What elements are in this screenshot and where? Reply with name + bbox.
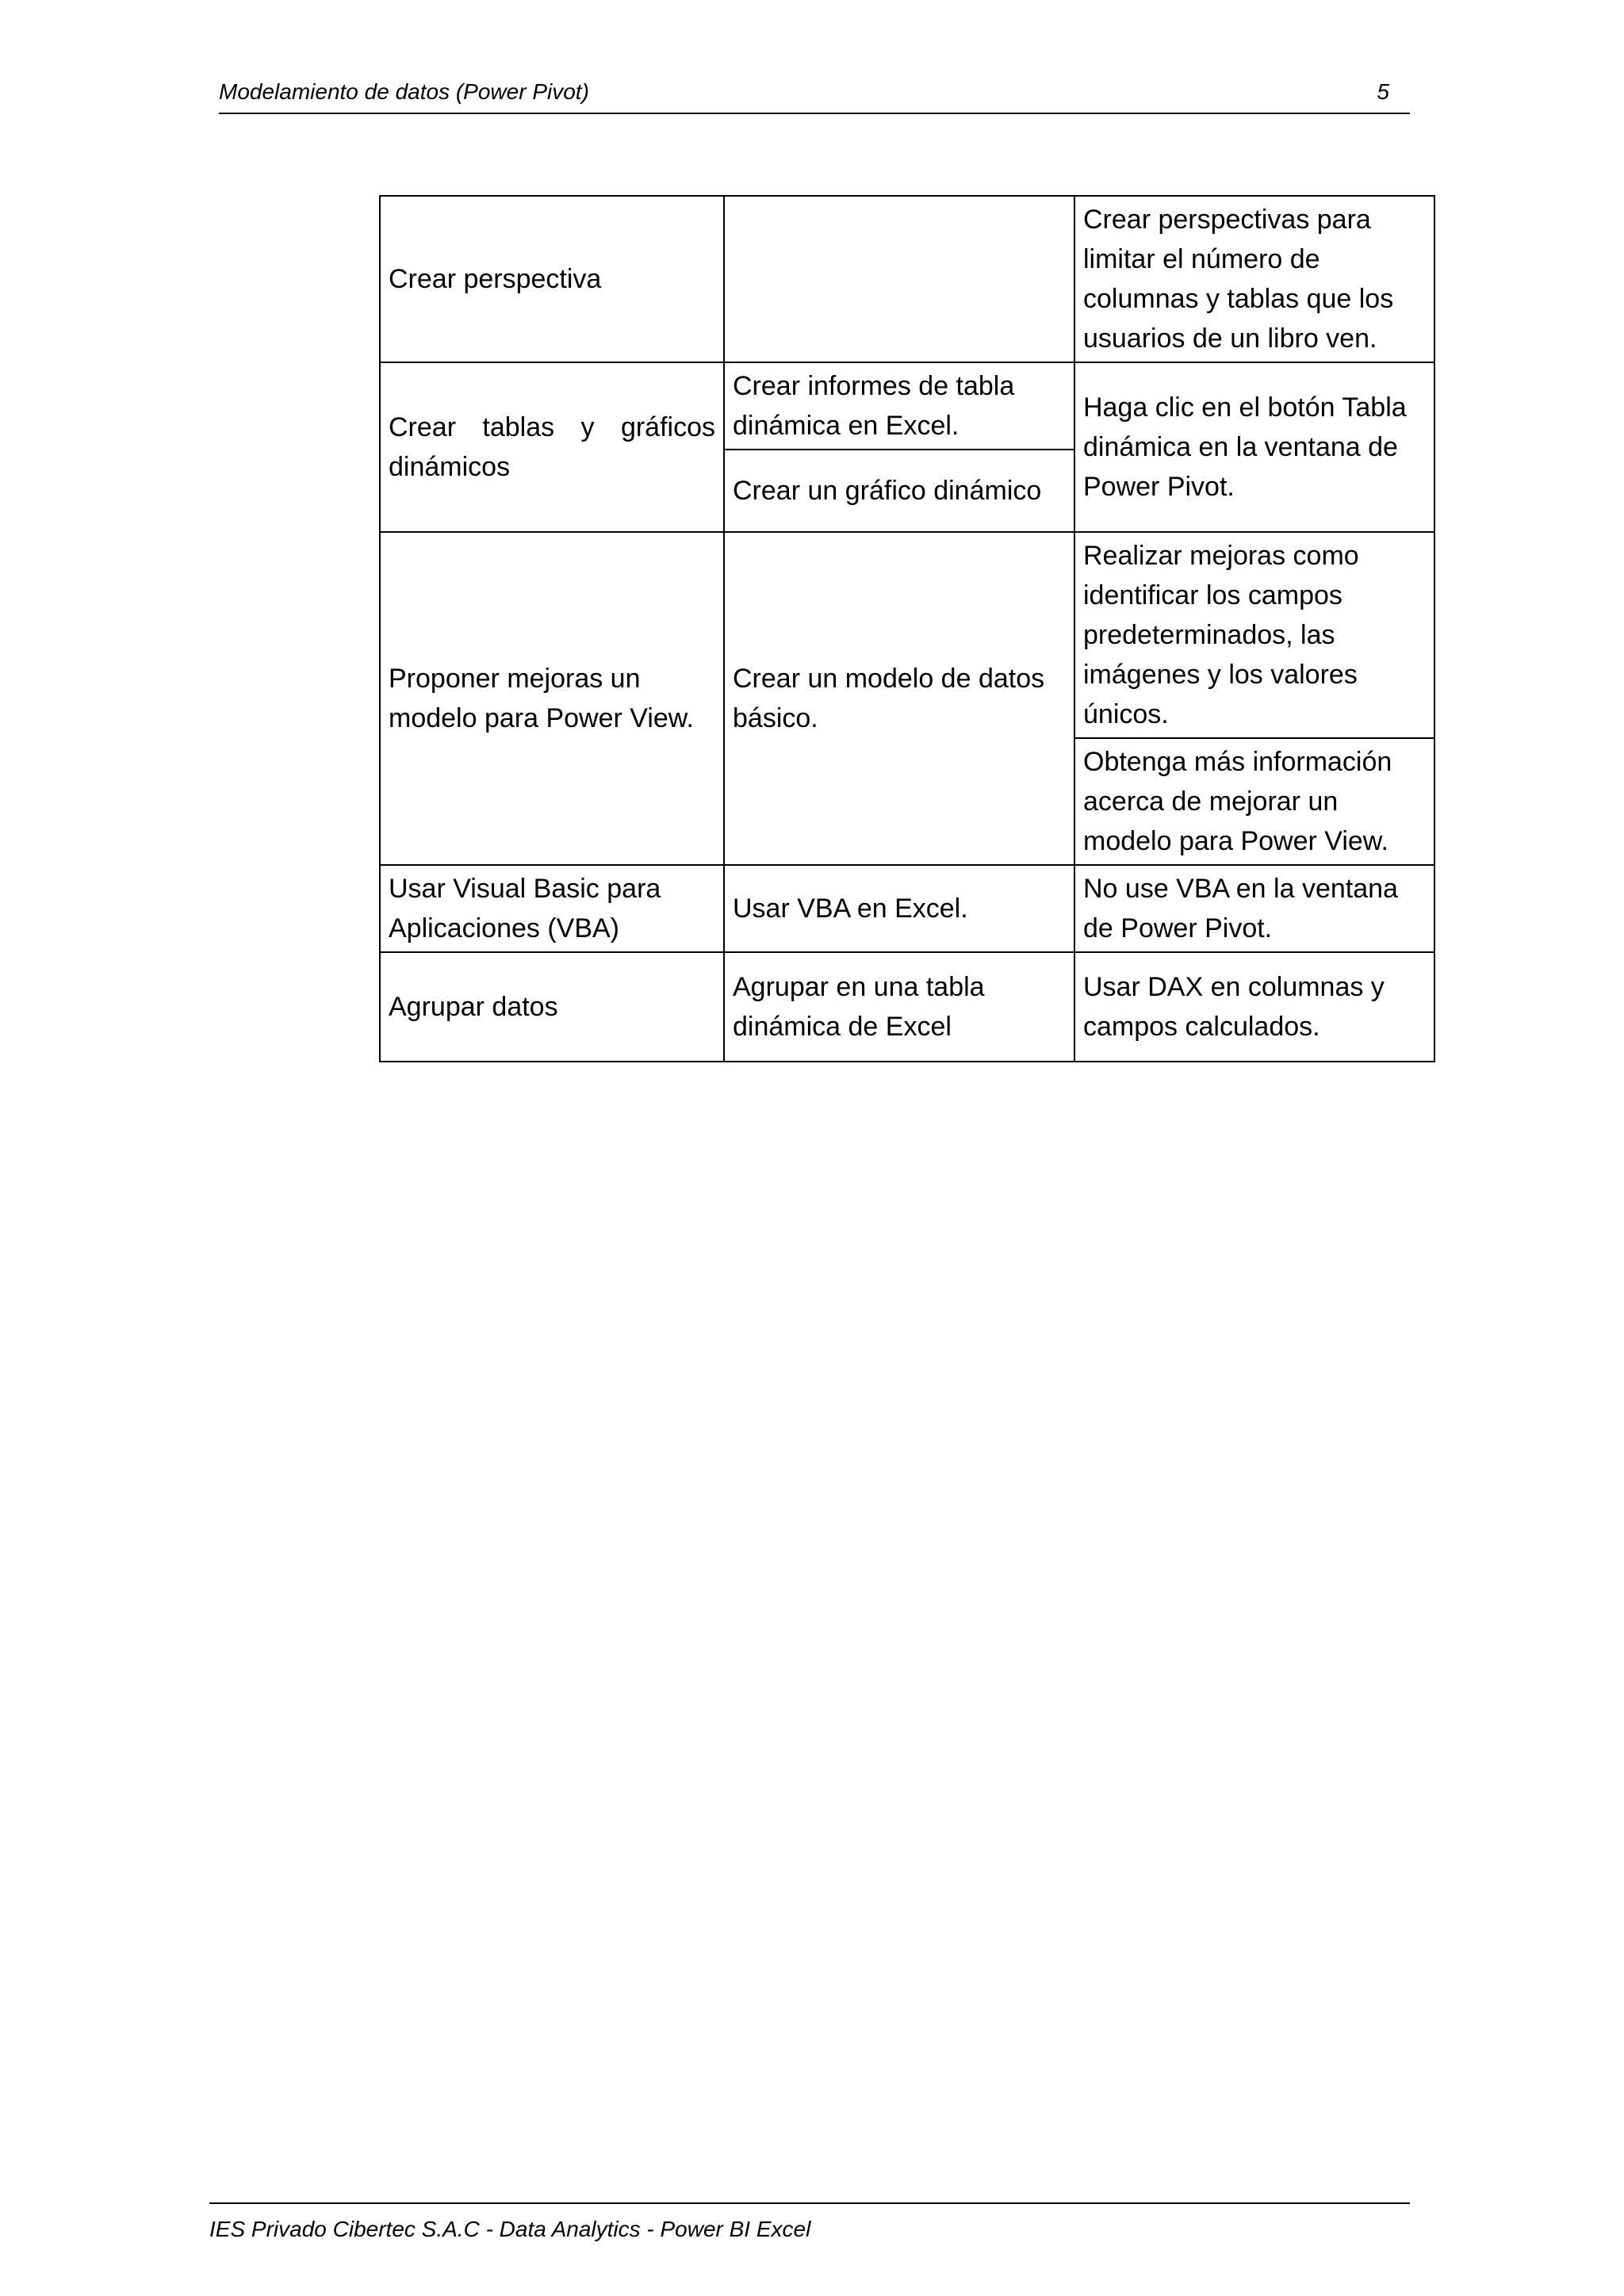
table-cell: Realizar mejoras como identificar los campos predeterminados, las imágenes y los valores únicos. (1074, 532, 1434, 738)
table-cell: No use VBA en la ventana de Power Pivot. (1074, 865, 1434, 952)
table-cell: Crear informes de tabla dinámica en Excel. (724, 362, 1074, 450)
table-cell: Crear tablas y gráficos dinámicos (380, 362, 724, 532)
table-cell: Agrupar datos (380, 952, 724, 1062)
table-cell: Usar VBA en Excel. (724, 865, 1074, 952)
table-cell: Haga clic en el botón Tabla dinámica en la ventana de Power Pivot. (1074, 362, 1434, 532)
table-row (380, 532, 1434, 738)
table-cell: Usar Visual Basic para Aplicaciones (VBA) (380, 865, 724, 952)
footer-text: IES Privado Cibertec S.A.C - Data Analytics - Power BI Excel (209, 2217, 811, 2241)
table-cell: Crear un modelo de datos básico. (724, 532, 1074, 865)
table-cell: Crear perspectivas para limitar el número de columnas y tablas que los usuarios de un libro ven. (1074, 196, 1434, 362)
table-cell (724, 196, 1074, 362)
table-row (380, 952, 1434, 1062)
page-number: 5 (1377, 79, 1389, 104)
table-cell: Obtenga más información acerca de mejorar un modelo para Power View. (1074, 738, 1434, 865)
table-cell: Agrupar en una tabla dinámica de Excel (724, 952, 1074, 1062)
table-cell: Usar DAX en columnas y campos calculados. (1074, 952, 1434, 1062)
table-row (380, 196, 1434, 362)
header-title: Modelamiento de datos (Power Pivot) (219, 79, 589, 104)
table-cell: Crear un gráfico dinámico (724, 450, 1074, 532)
table-row (380, 865, 1434, 952)
table-cell: Proponer mejoras un modelo para Power View. (380, 532, 724, 865)
feature-table (379, 195, 1435, 1062)
page-footer (209, 2202, 1410, 2241)
table-row (380, 362, 1434, 450)
table-cell: Crear perspectiva (380, 196, 724, 362)
page-header (219, 78, 1410, 114)
